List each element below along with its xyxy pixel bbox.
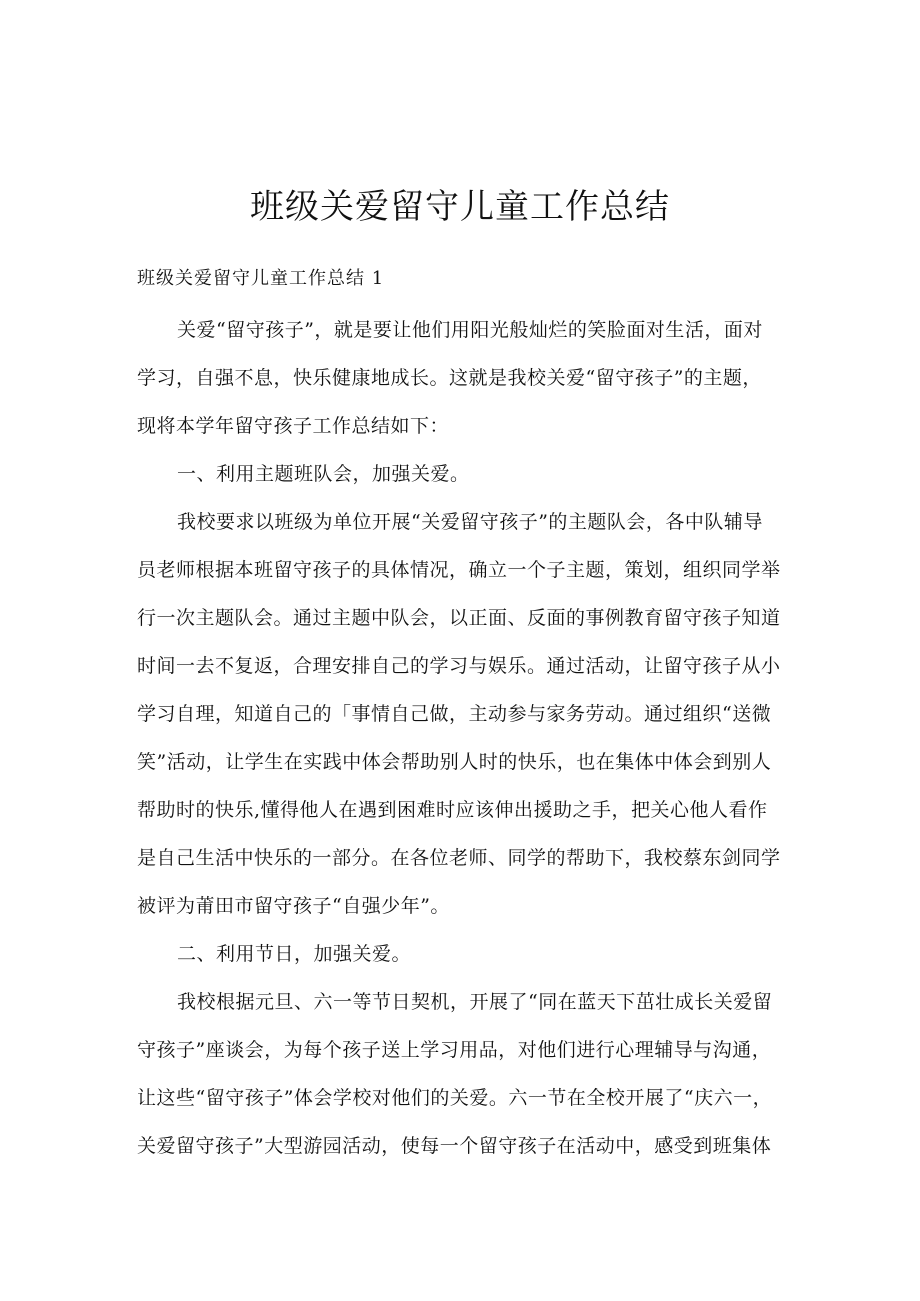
document-body [137, 306, 797, 1170]
page-title: 班级关爱留守儿童工作总结 [250, 186, 670, 227]
text-line: 关爱留守孩子”大型游园活动，使每一个留守孩子在活动中，感受到班集体 [137, 1135, 772, 1157]
text-line: 现将本学年留守孩子工作总结如下： [137, 415, 450, 437]
text-line: 学习，自强不息，快乐健康地成长。这就是我校关爱“留守孩子”的主题， [137, 367, 762, 389]
section-1-paragraph [137, 498, 797, 930]
text-line: 员老师根据本班留守孩子的具体情况，确立一个子主题，策划，组织同学举 [137, 559, 781, 581]
text-line: 学习自理，知道自己的「事情自己做，主动参与家务劳动。通过组织“送微 [137, 703, 772, 725]
text-line: 被评为莆田市留守孩子“自强少年”。 [137, 895, 450, 917]
text-line: 行一次主题队会。通过主题中队会，以正面、反面的事例教育留守孩子知道 [137, 607, 781, 629]
text-line: 是自己生活中快乐的一部分。在各位老师、同学的帮助下，我校蔡东剑同学 [137, 847, 781, 869]
document-subtitle: 班级关爱留守儿童工作总结 1 [137, 268, 385, 289]
text-line: 让这些“留守孩子”体会学校对他们的关爱。六一节在全校开展了“庆六一， [137, 1087, 773, 1109]
text-line: 我校要求以班级为单位开展“关爱留守孩子”的主题队会，各中队辅导 [177, 511, 763, 533]
section-heading-2: 二、利用节日，加强关爱。 [177, 943, 412, 965]
intro-paragraph [137, 306, 797, 450]
text-line: 笑”活动，让学生在实践中体会帮助别人时的快乐，也在集体中体会到别人 [137, 751, 772, 773]
text-line: 时间一去不复返，合理安排自己的学习与娱乐。通过活动，让留守孩子从小 [137, 655, 781, 677]
section-2-paragraph [137, 978, 797, 1170]
text-line: 帮助时的快乐,懂得他人在遇到困难时应该伸出援助之手，把关心他人看作 [137, 799, 768, 821]
section-heading-1: 一、利用主题班队会，加强关爱。 [177, 463, 470, 485]
text-line: 守孩子”座谈会，为每个孩子送上学习用品，对他们进行心理辅导与沟通， [137, 1039, 772, 1061]
text-line: 我校根据元旦、六一等节日契机，开展了“同在蓝天下茁壮成长关爱留 [177, 991, 773, 1013]
text-line: 关爱“留守孩子”，就是要让他们用阳光般灿烂的笑脸面对生活，面对 [177, 319, 763, 341]
